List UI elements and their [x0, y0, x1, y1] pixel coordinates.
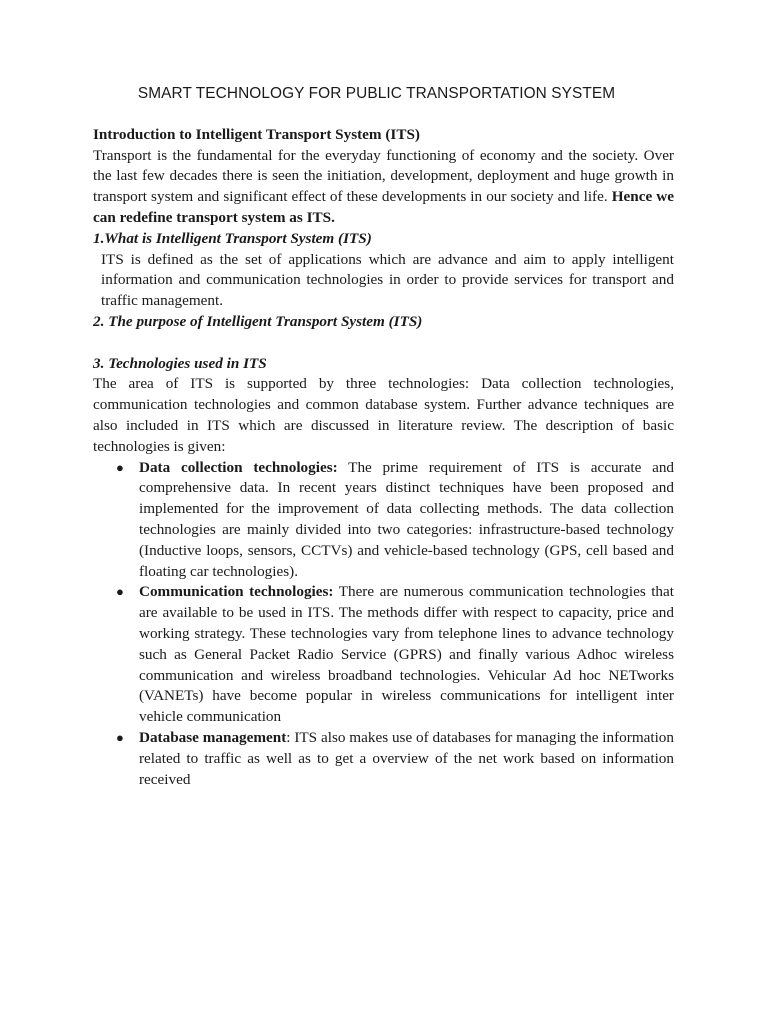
section-1-paragraph: ITS is defined as the set of applications which are advance and aim to apply intelligent information and communication technologies in order to provide services for transport and traffic management. — [101, 250, 674, 310]
document-title: SMART TECHNOLOGY FOR PUBLIC TRANSPORTATION SYSTEM — [137, 85, 616, 102]
list-item-text: The prime requirement of ITS is accurate and comprehensive data. In recent years distinct techniques have been proposed and implemented for the improvement of data collecting methods. The data collection technologies are mainly divided into two categories: infrastructure-based technology (Inductive loops, sensors, CCTVs) and vehicle-based technology (GPS, cell based and floating car technologies). — [139, 458, 675, 580]
intro-paragraph — [93, 146, 674, 229]
list-item-text: There are numerous communication technologies that are available to be used in ITS. The methods differ with respect to capacity, price and working strategy. These technologies vary from telephone lines to advance technology such as General Packet Radio Service (GPRS) and finally various Adhoc wireless communication and wireless broadband technologies. Vehicular Ad hoc NETworks (VANETs) have become popular in wireless communications for intelligent inter vehicle communication — [139, 583, 674, 726]
section-3-paragraph: The area of ITS is supported by three technologies: Data collection technologies, communication technologies and common database system. Further advance techniques are also included in ITS which are discussed in literature review. The description of basic technologies is given: — [93, 375, 674, 455]
list-item — [93, 458, 674, 583]
bullet-icon: ● — [116, 729, 124, 745]
bullet-icon: ● — [116, 459, 124, 475]
section-3-heading: 3. Technologies used in ITS — [93, 354, 267, 372]
blank-line — [93, 333, 674, 354]
intro-bold-sentence: Hence we can redefine transport system as ITS. — [93, 188, 675, 226]
list-item-term: Communication technologies: — [139, 583, 334, 601]
list-item — [93, 728, 674, 790]
list-item — [93, 582, 674, 728]
list-item-text: : ITS also makes use of databases for managing the information related to traffic as well as to get a overview of the net work based on information received — [139, 728, 674, 788]
document-page — [93, 84, 674, 790]
list-item-term: Data collection technologies: — [139, 458, 338, 476]
section-2-heading: 2. The purpose of Intelligent Transport System (ITS) — [93, 312, 423, 330]
intro-heading: Introduction to Intelligent Transport System (ITS) — [93, 125, 420, 143]
list-item-term: Database management — [139, 728, 287, 746]
section-1-heading: 1.What is Intelligent Transport System (ITS) — [93, 229, 372, 247]
technologies-list — [93, 458, 674, 791]
intro-text: Transport is the fundamental for the everyday functioning of economy and the society. Over the last few decades there is seen the initiation, development, deployment and huge growth in transport system and significant effect of these developments in our society and life. — [93, 146, 674, 206]
bullet-icon: ● — [116, 584, 124, 600]
